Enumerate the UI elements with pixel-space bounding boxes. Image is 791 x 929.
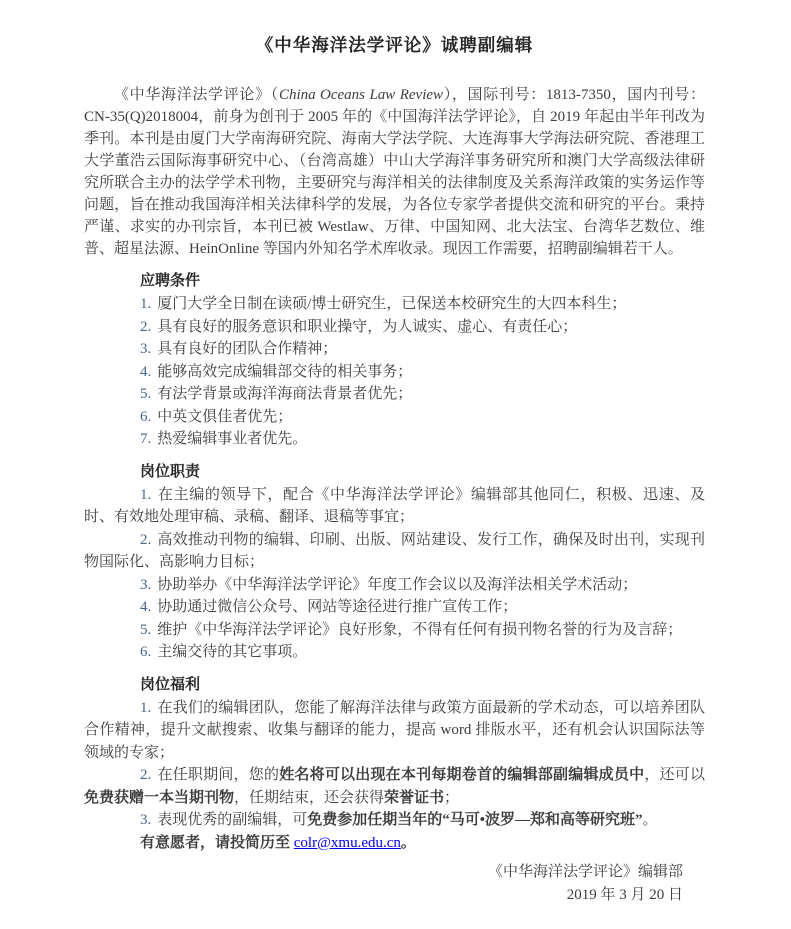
list-item (84, 574, 705, 597)
list-item (84, 383, 705, 406)
signature-org: 《中华海洋法学评论》编辑部 (487, 863, 683, 880)
item-number: 4. (140, 363, 152, 380)
text-run: 协助通过微信公众号、网站等途径进行推广宣传工作； (157, 599, 518, 615)
section-heading: 岗位职责 (140, 463, 201, 480)
list-item (84, 529, 705, 574)
list-item (84, 428, 705, 451)
text-run: 姓名将可以出现在本刊每期卷首的编辑部副编辑成员中 (279, 767, 645, 783)
item-number: 6. (140, 644, 152, 660)
item-number: 2. (140, 767, 152, 783)
item-number: 5. (140, 621, 152, 638)
text-run: ），国际刊号：1813-7350，国内刊号：CN-35(Q)2018004，前身为创刊于 2005 年的《中国海洋法学评论》，自 2019 年起由半年刊改为季刊。本刊是由厦门大学南海研究院、海南大学法学院、大连海事大学海法研究院、香港理工大学董浩云国际海事研究中心、（台湾高雄）中山大学海洋事务研究所和澳门大学高级法律研究所联合主办的法学学术刊物，主要研究与海洋相关的法律制度及关系海洋政策的实务运作等问题，旨在推动我国海洋相关法律科学的发展，为各位专家学者提供交流和研究的平台。秉持严谨、求实的办刊宗旨，本刊已被 Westlaw、万律、中国知网、北大法宝、台湾华艺数位、维普、超星法源、HeinOnline 等国内外知名学术库收录。现因工作需要，招聘副编辑若干人。 (84, 87, 705, 257)
email-link[interactable]: colr@xmu.edu.cn (293, 834, 401, 851)
list-item (84, 596, 705, 619)
document-section (84, 674, 705, 832)
text-run: 维护《中华海洋法学评论》良好形象，不得有任何有损刊物名誉的行为及言辞； (157, 621, 683, 638)
list-item (84, 484, 705, 529)
item-number: 1. (140, 699, 152, 716)
text-run: 具有良好的团队合作精神； (157, 341, 338, 357)
item-number: 4. (140, 599, 152, 615)
sections-container (84, 270, 705, 832)
list-item (84, 641, 705, 664)
item-number: 5. (140, 386, 152, 402)
section-heading: 应聘条件 (140, 273, 201, 289)
document-section (84, 270, 705, 451)
text-run: 免费参加任期当年的“马可•波罗—郑和高等研究班” (307, 812, 643, 828)
text-run: 能够高效完成编辑部交待的相关事务； (157, 363, 413, 380)
item-number: 1. (140, 486, 152, 503)
text-run: 有法学背景或海洋海商法背景者优先； (157, 386, 413, 402)
item-number: 2. (140, 318, 152, 335)
list-item (84, 293, 705, 316)
item-number: 3. (140, 812, 152, 828)
text-run: 表现优秀的副编辑，可 (157, 812, 308, 828)
text-run: ，还可以 (644, 767, 705, 783)
list-item (84, 316, 705, 339)
item-number: 7. (140, 431, 152, 447)
text-run: 主编交待的其它事项。 (157, 644, 308, 660)
page-title: 《中华海洋法学评论》诚聘副编辑 (255, 35, 534, 55)
signature-date: 2019 年 3 月 20 日 (566, 886, 683, 903)
list-item (84, 764, 705, 809)
closing-line (84, 832, 705, 855)
text-run: 厦门大学全日制在读硕/博士研究生，已保送本校研究生的大四本科生； (157, 296, 627, 312)
text-run: 《中华海洋法学评论》（ (114, 87, 279, 103)
list-item (84, 361, 705, 384)
item-number: 1. (140, 296, 152, 312)
text-run: 协助举办《中华海洋法学评论》年度工作会议以及海洋法相关学术活动； (157, 576, 638, 593)
list-item (84, 697, 705, 765)
item-number: 3. (140, 576, 152, 593)
text-run: 在我们的编辑团队，您能了解海洋法律与政策方面最新的学术动态，可以培养团队合作精神，提升文献搜索、收集与翻译的能力，提高 word 排版水平，还有机会认识国际法等领域的专家； (84, 699, 705, 761)
item-number: 2. (140, 531, 152, 548)
text-run: 荣誉证书 (384, 789, 445, 806)
section-heading: 岗位福利 (140, 676, 201, 693)
list-item (84, 619, 705, 642)
signature-block (84, 861, 705, 907)
text-run: ，任期结束，还会获得 (234, 789, 385, 806)
closing-prefix: 有意愿者，请投简历至 (140, 834, 294, 851)
item-number: 3. (140, 341, 152, 357)
text-run: China Oceans Law Review (278, 87, 444, 103)
closing-suffix: 。 (400, 834, 416, 851)
text-run: 具有良好的服务意识和职业操守，为人诚实、虚心、有责任心； (157, 318, 578, 335)
document-section (84, 461, 705, 664)
text-run: 在主编的领导下，配合《中华海洋法学评论》编辑部其他同仁，积极、迅速、及时、有效地处理审稿、录稿、翻译、退稿等事宜； (84, 486, 705, 525)
text-run: ； (444, 789, 460, 806)
text-run: 在任职期间，您的 (157, 767, 280, 783)
list-item (84, 338, 705, 361)
item-number: 6. (140, 408, 152, 425)
text-run: 热爱编辑事业者优先。 (157, 431, 308, 447)
text-run: 中英文俱佳者优先； (157, 408, 293, 425)
text-run: 高效推动刊物的编辑、印刷、出版、网站建设、发行工作，确保及时出刊，实现刊物国际化、高影响力目标； (84, 531, 705, 570)
text-run: 免费获赠一本当期刊物 (84, 789, 235, 806)
list-item (84, 406, 705, 429)
text-run: 。 (642, 812, 658, 828)
list-item (84, 809, 705, 832)
intro-paragraph (84, 84, 705, 260)
